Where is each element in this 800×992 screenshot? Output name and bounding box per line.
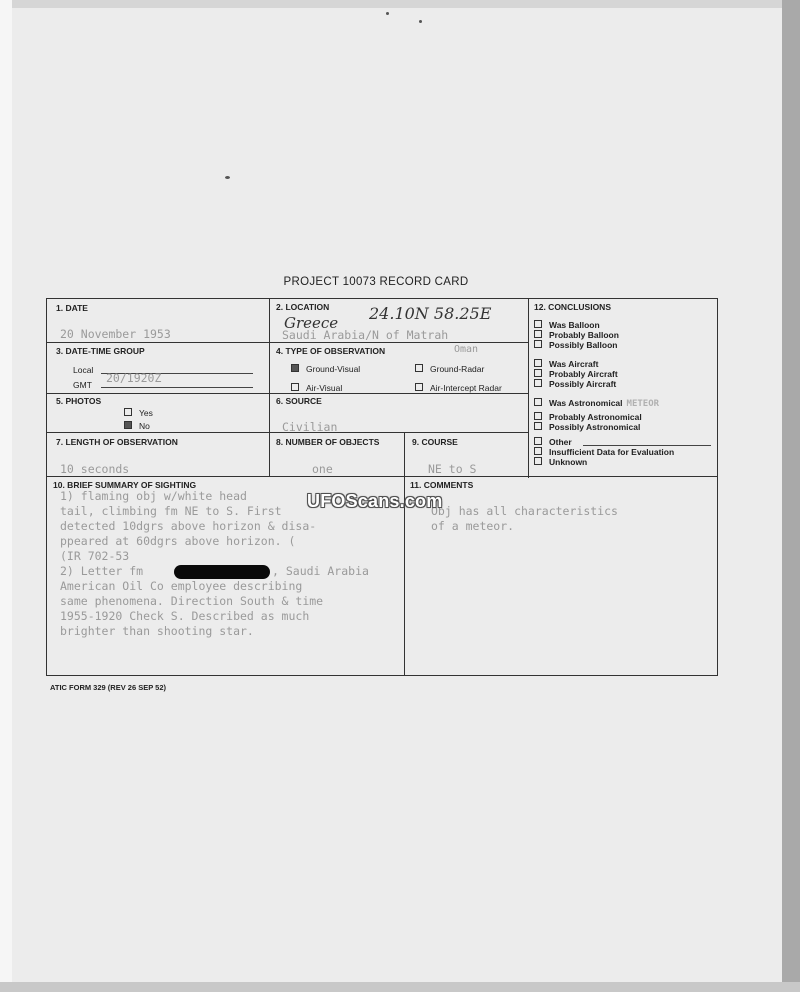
checkbox-icon: [534, 340, 542, 348]
summary-line: brighter than shooting star.: [60, 624, 254, 638]
photos-no-label: No: [139, 421, 150, 431]
conclusion-label: Was Aircraft: [549, 359, 599, 369]
length-of-observation-value: 10 seconds: [60, 462, 130, 476]
summary-line: ppeared at 60dgrs above horizon. (: [60, 534, 296, 548]
photos-yes-label: Yes: [139, 408, 153, 418]
date-value: 20 November 1953: [60, 327, 171, 341]
type-of-observation-label: 4. TYPE OF OBSERVATION: [276, 346, 386, 356]
scan-border-bottom: [0, 982, 800, 992]
number-of-objects-label: 8. NUMBER OF OBJECTS: [276, 437, 380, 447]
conclusion-item: [534, 447, 674, 457]
scan-border-right: [782, 0, 800, 992]
scan-speck: [225, 176, 230, 179]
conclusion-label: Probably Balloon: [549, 330, 619, 340]
conclusions-group-aircraft: [534, 359, 618, 389]
brief-summary-label: 10. BRIEF SUMMARY OF SIGHTING: [53, 480, 197, 490]
conclusion-item: [534, 320, 619, 330]
checkbox-icon: [534, 398, 542, 406]
checkbox-icon: [534, 359, 542, 367]
option-air-intercept-radar-label: Air-Intercept Radar: [430, 383, 502, 393]
gmt-label: GMT: [73, 380, 92, 390]
checkbox-icon: [415, 364, 423, 372]
checkbox-icon: [291, 383, 299, 391]
summary-line: American Oil Co employee describing: [60, 579, 303, 593]
summary-line: tail, climbing fm NE to S. First: [60, 504, 282, 518]
option-ground-visual: [291, 364, 360, 374]
course-value: NE to S: [428, 462, 477, 476]
conclusion-item: [534, 397, 659, 412]
date-label: 1. DATE: [56, 303, 88, 313]
summary-line: (IR 702-53: [60, 549, 130, 563]
conclusions-group-other: [534, 437, 674, 467]
checkbox-checked-icon: [291, 364, 299, 372]
conclusions-label: 12. CONCLUSIONS: [534, 302, 611, 312]
option-air-intercept-radar: [415, 383, 502, 393]
summary-line: same phenomena. Direction South & time: [60, 594, 324, 608]
photos-no: [124, 421, 150, 431]
conclusion-item: [534, 359, 618, 369]
divider: [46, 476, 718, 477]
comments-line: of a meteor.: [431, 519, 515, 533]
gmt-line: [101, 387, 253, 388]
conclusion-label: Insufficient Data for Evaluation: [549, 447, 675, 457]
checkbox-icon: [534, 379, 542, 387]
conclusion-item: [534, 422, 659, 432]
checkbox-checked-icon: [124, 421, 132, 429]
conclusions-group-astronomical: [534, 397, 659, 432]
summary-line: 1) flaming obj w/white head: [60, 489, 247, 503]
scan-border-top: [0, 0, 800, 8]
number-of-objects-value: one: [312, 462, 333, 476]
conclusion-label: Unknown: [549, 457, 588, 467]
scan-speck: [419, 20, 422, 23]
conclusion-item: [534, 379, 618, 389]
divider: [46, 393, 528, 394]
conclusion-label: Was Astronomical: [549, 398, 623, 408]
course-label: 9. COURSE: [412, 437, 458, 447]
summary-line: detected 10dgrs above horizon & disa-: [60, 519, 317, 533]
date-time-group-label: 3. DATE-TIME GROUP: [56, 346, 145, 356]
conclusion-label: Possibly Balloon: [549, 340, 618, 350]
checkbox-icon: [124, 408, 132, 416]
checkbox-icon: [534, 412, 542, 420]
divider: [528, 298, 529, 478]
location-typed: Saudi Arabia/N of Matrah: [282, 328, 449, 342]
option-ground-radar-label: Ground-Radar: [430, 364, 485, 374]
conclusion-label: Possibly Aircraft: [549, 379, 617, 389]
redaction-mark: [174, 565, 270, 579]
comments-label: 11. COMMENTS: [410, 480, 474, 490]
location-typed-2: Oman: [454, 344, 479, 355]
conclusion-label: Was Balloon: [549, 320, 600, 330]
photos-yes: [124, 408, 153, 418]
option-air-visual: [291, 383, 342, 393]
conclusion-label: Probably Astronomical: [549, 412, 642, 422]
local-label: Local: [73, 365, 94, 375]
source-value: Civilian: [282, 420, 338, 434]
astronomical-note: METEOR: [626, 399, 660, 409]
checkbox-icon: [534, 447, 542, 455]
checkbox-icon: [534, 437, 542, 445]
location-label: 2. LOCATION: [276, 302, 330, 312]
watermark: UFOScans.com: [307, 491, 443, 511]
scan-border-left: [0, 0, 12, 992]
gmt-value: 20/1920Z: [106, 371, 162, 385]
conclusion-item: [534, 412, 659, 422]
conclusion-item: [534, 457, 674, 467]
conclusion-label: Possibly Astronomical: [549, 422, 641, 432]
photos-label: 5. PHOTOS: [56, 396, 102, 406]
length-of-observation-label: 7. LENGTH OF OBSERVATION: [56, 437, 178, 447]
conclusions-group-balloon: [534, 320, 619, 350]
comments-line: Obj has all characteristics: [431, 504, 618, 518]
conclusion-label: Probably Aircraft: [549, 369, 618, 379]
checkbox-icon: [415, 383, 423, 391]
location-coordinates: 24.10N 58.25E: [369, 304, 492, 323]
location-handwritten: Greece: [284, 314, 339, 332]
conclusion-label: Other: [549, 437, 572, 447]
conclusion-item: [534, 330, 619, 340]
conclusion-item: [534, 369, 618, 379]
option-ground-visual-label: Ground-Visual: [306, 364, 361, 374]
summary-line: 2) Letter fm: [60, 564, 144, 578]
divider: [404, 432, 405, 676]
source-label: 6. SOURCE: [276, 396, 322, 406]
scan-speck: [386, 12, 389, 15]
conclusion-item: [534, 340, 619, 350]
checkbox-icon: [534, 422, 542, 430]
summary-line: , Saudi Arabia: [272, 564, 369, 578]
checkbox-icon: [534, 330, 542, 338]
checkbox-icon: [534, 320, 542, 328]
card-title: PROJECT 10073 RECORD CARD: [283, 276, 469, 288]
divider: [269, 298, 270, 476]
option-ground-radar: [415, 364, 484, 374]
checkbox-icon: [534, 369, 542, 377]
checkbox-icon: [534, 457, 542, 465]
other-line: [583, 445, 711, 446]
form-number: ATIC FORM 329 (REV 26 SEP 52): [50, 683, 167, 692]
summary-line: 1955-1920 Check S. Described as much: [60, 609, 310, 623]
option-air-visual-label: Air-Visual: [306, 383, 343, 393]
